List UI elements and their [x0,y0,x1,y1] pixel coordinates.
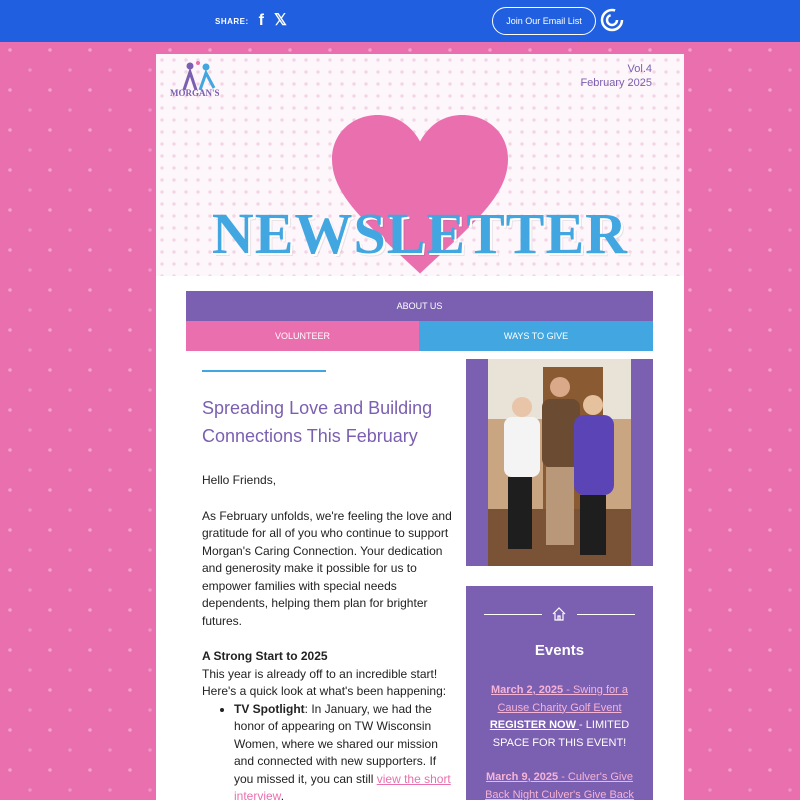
divider [484,614,542,615]
issue-info [580,62,652,90]
article-column [202,359,452,800]
divider [577,614,635,615]
top-bar [0,0,800,42]
divider [202,370,326,372]
newsletter-hero [156,54,684,276]
nav-about-us[interactable]: ABOUT US [186,291,653,321]
newsletter-card [156,54,684,800]
morgans-logo-icon [170,60,226,106]
event-date-link[interactable]: March 2, 2025 [491,684,564,696]
share-group [215,0,287,42]
home-icon [551,606,567,622]
constant-contact-icon[interactable] [600,8,624,32]
logo-text: MORGAN'S [170,88,220,98]
nav-volunteer[interactable]: VOLUNTEER [186,321,419,351]
events-list [476,682,643,800]
register-now-link[interactable]: REGISTER NOW [489,719,580,731]
event-item [476,682,643,752]
bullet-end: . [280,789,285,800]
volume-label: Vol.4 [627,63,652,75]
event-note: - LIMITED SPACE FOR THIS EVENT! [492,719,630,749]
events-panel [466,586,653,800]
event-item [476,769,643,800]
bullet-text: : In January, we had the honor of appearing on TW Wisconsin Women, where we shared our mission and connected with new supporters. If you missed it, you can still [234,701,438,786]
event-title-link[interactable]: - Swing for a Cause Charity Golf Event [497,684,628,714]
group-photo [488,359,631,566]
bullet-bold: TV Spotlight [234,701,305,716]
article-title: Spreading Love and Building Connections This February [202,398,433,446]
join-email-list-button[interactable]: Join Our Email List [492,7,596,35]
newsletter-title: NEWSLETTER [211,201,629,266]
event-date-link[interactable]: March 9, 2025 [486,771,559,783]
section-heading: A Strong Start to 2025 [202,649,328,663]
list-item [234,701,452,800]
photo-frame [466,359,653,566]
facebook-icon[interactable]: f [258,12,264,29]
event-title-link[interactable]: - Culver's Give Back Night Culver's Give Back [485,771,634,800]
highlights-list [234,701,452,800]
section-intro: This year is already off to an incredible start! Here's a quick look at what's been happening: [202,666,447,698]
view-interview-link[interactable]: view the short interview [234,771,451,800]
x-twitter-icon[interactable]: 𝕏 [274,12,287,29]
events-heading: Events [534,642,585,659]
issue-date: February 2025 [580,77,652,89]
nav-ways-to-give[interactable]: WAYS TO GIVE [419,321,653,351]
greeting: Hello Friends, [202,473,277,487]
share-label: SHARE: [215,16,249,26]
intro-paragraph: As February unfolds, we're feeling the love and gratitude for all of you who continue to support Morgan's Caring Connection. Your dedication and generosity make it possible for us to empower families with special needs dependents, helping them plan for brighter futures. [202,508,452,628]
